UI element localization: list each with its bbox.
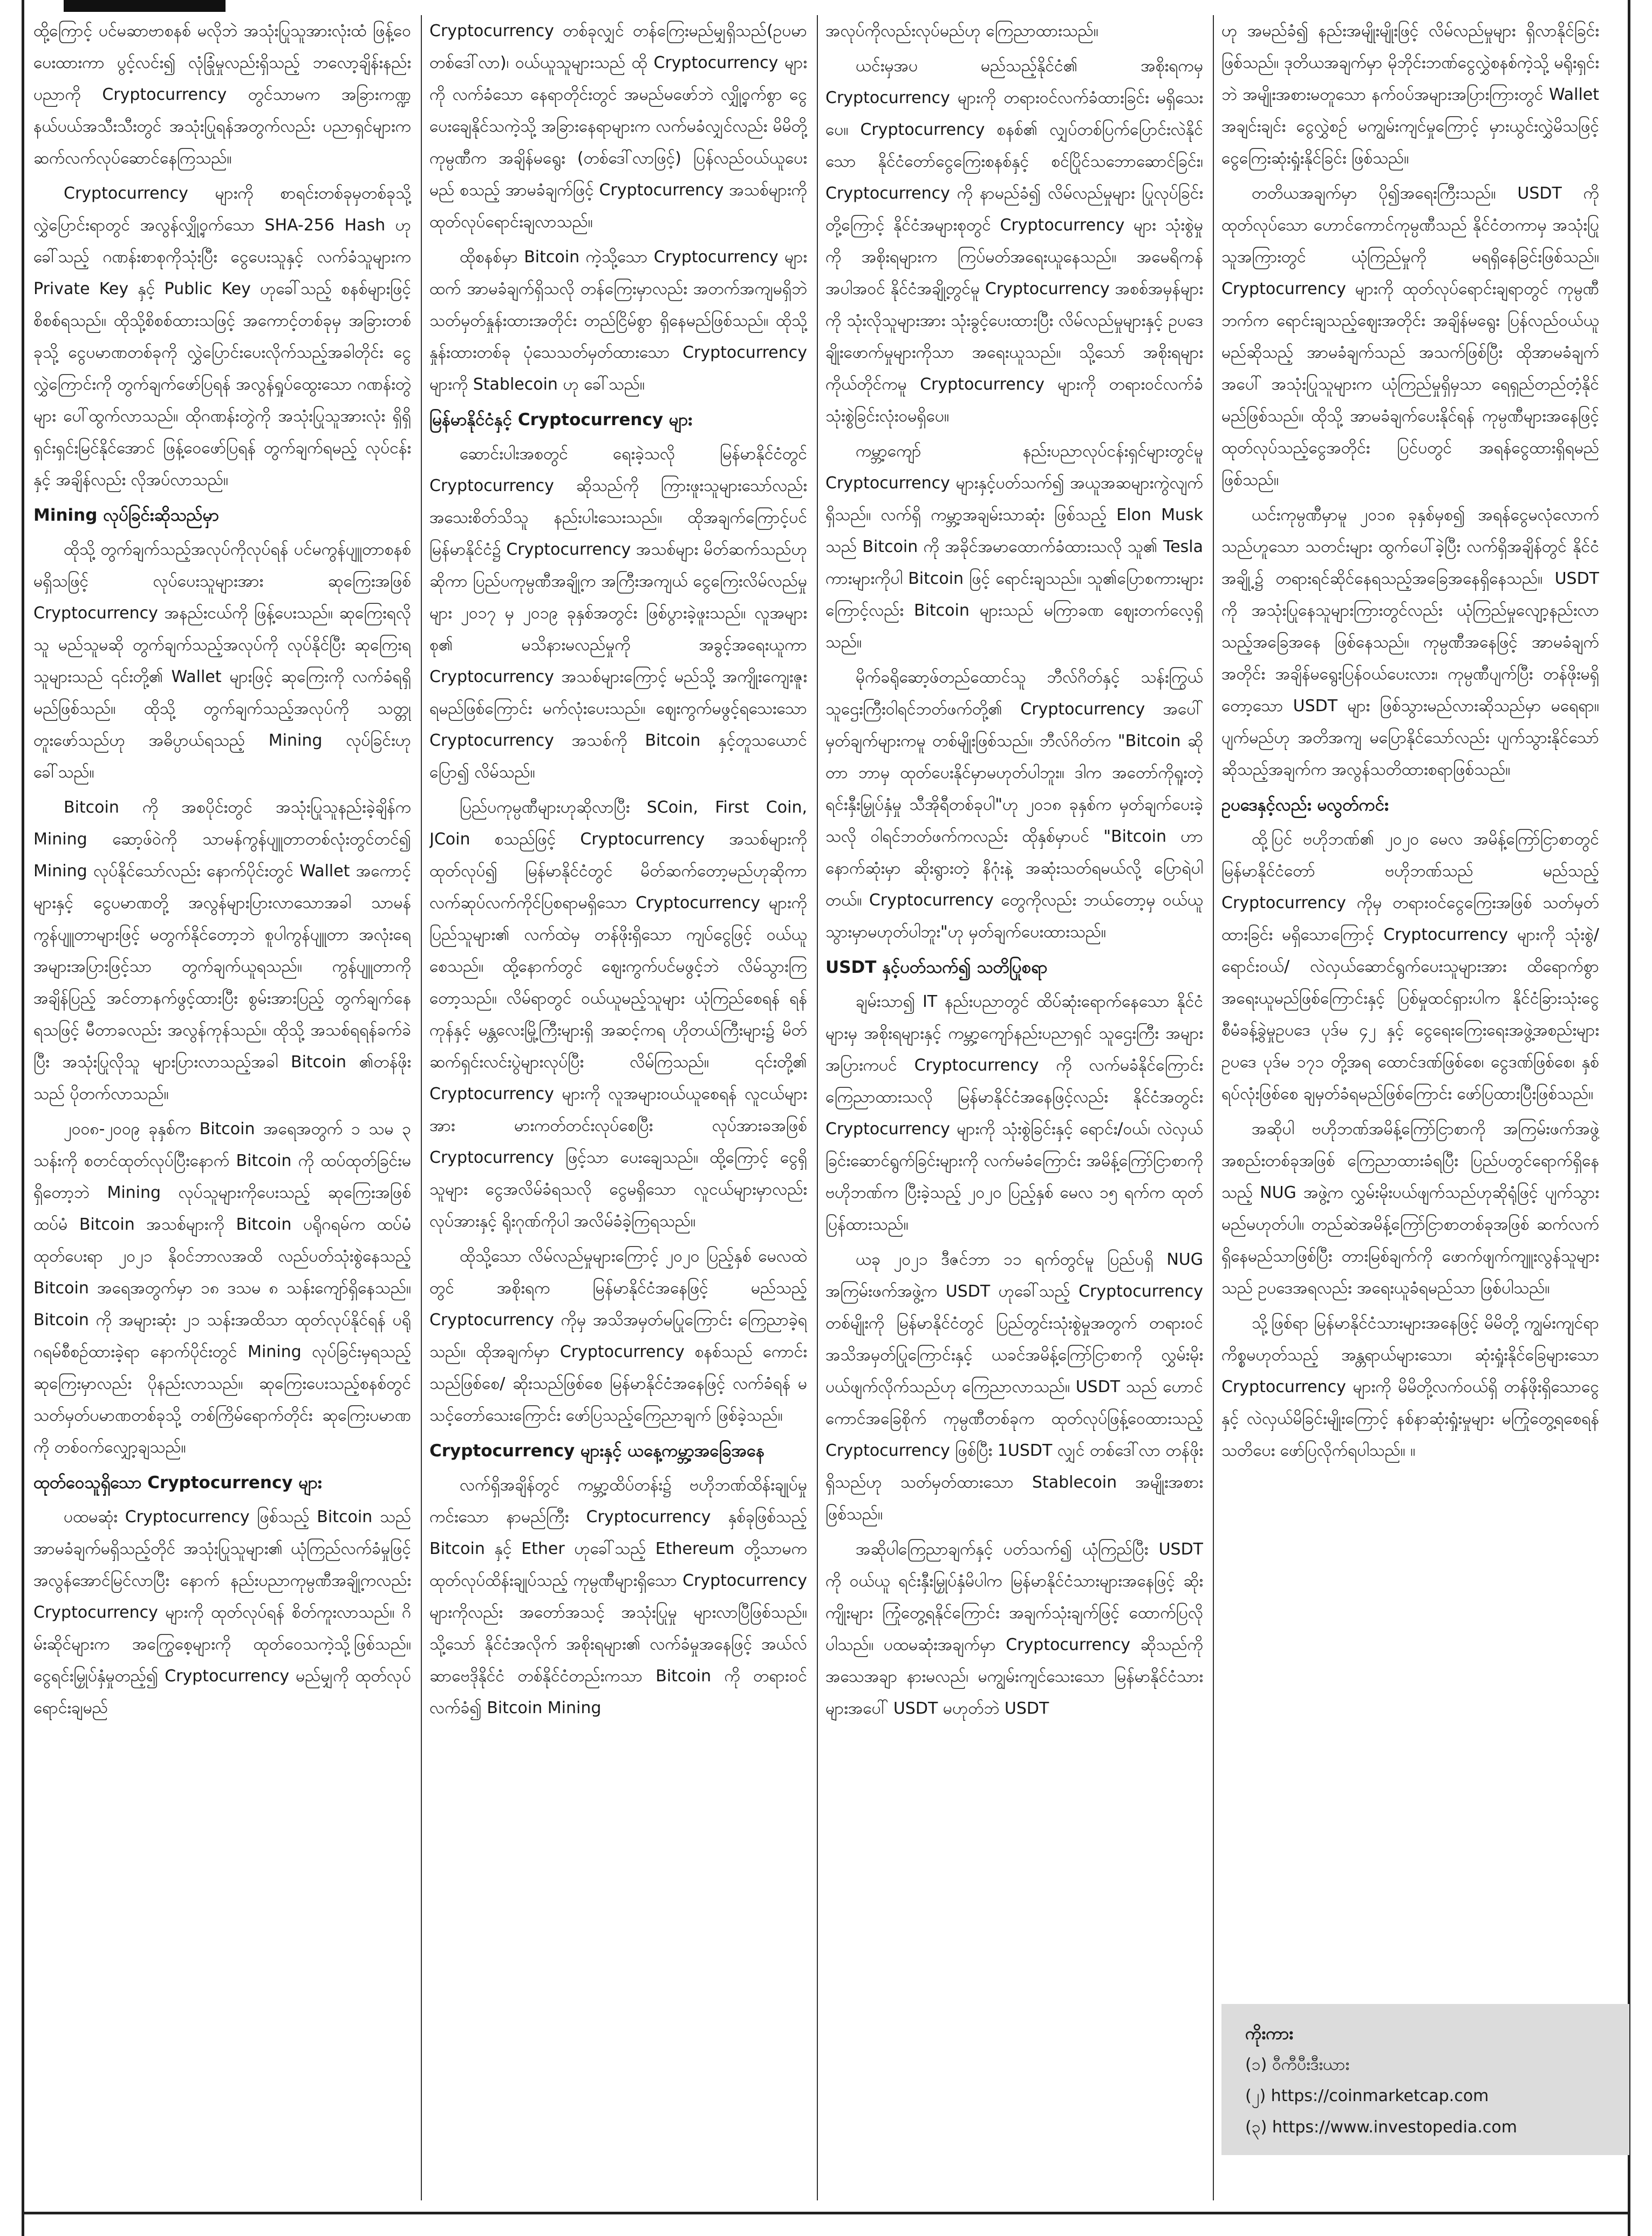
article-column-3 — [825, 15, 1203, 2195]
reference-item[interactable]: (၃) https://www.investopedia.com — [1245, 2118, 1517, 2137]
paragraph: တတိယအချက်မှာ ပို၍အရေးကြီးသည်။ USDT ကို ထုတ်လုပ်သော ဟောင်ကောင်ကုမ္ပဏီသည် နိုင်ငံတကာမှ အသုံးပြုသူအကြားတွင် ယုံကြည်မှုကို မရရှိနေခြင်းဖြစ်သည်။ Cryptocurrency များကို ထုတ်လုပ်ရောင်းချရာတွင် ကုမ္ပဏီဘက်က ရောင်းချသည့်ဈေးအတိုင်း အချိန်မရွေး ပြန်လည်ဝယ်ယူမည်ဆိုသည့် အာမခံချက်သည် အသက်ဖြစ်ပြီး ထိုအာမခံချက်အပေါ် အသုံးပြုသူများက ယုံကြည်မှုရှိမှသာ ရေရှည်တည်တံ့နိုင်မည်ဖြစ်သည်။ ထိုသို့ အာမခံချက်ပေးနိုင်ရန် ကုမ္ပဏီများအနေဖြင့် ထုတ်လုပ်သည့်ငွေအတိုင်း ပြင်ပတွင် အရန်ငွေထားရှိရမည်ဖြစ်သည်။ — [1221, 184, 1599, 489]
paragraph: လက်ရှိအချိန်တွင် ကမ္ဘာ့ထိပ်တန်း၌ ဗဟိုဘဏ်ထိန်းချုပ်မှုကင်းသော နာမည်ကြီး Cryptocurrency နှစ်ခုဖြစ်သည့် Bitcoin နှင့် Ether ဟုခေါ်သည့် Ethereum တို့သာမက ထုတ်လုပ်ထိန်းချုပ်သည့် ကုမ္ပဏီများရှိသော Cryptocurrency များကိုလည်း အတော်အသင့် အသုံးပြုမှု များလာပြီဖြစ်သည်။ သို့သော် နိုင်ငံအလိုက် အစိုးရများ၏ လက်ခံမှုအနေဖြင့် အယ်လ်ဆာဗေဒိုနိုင်ငံ တစ်နိုင်ငံတည်းကသာ Bitcoin ကို တရားဝင်လက်ခံ၍ Bitcoin Mining — [429, 1476, 807, 1717]
paragraph: ပြည်ပကုမ္ပဏီများဟုဆိုလာပြီး SCoin, First Coin, JCoin စသည်ဖြင့် Cryptocurrency အသစ်များကို ထုတ်လုပ်၍ မြန်မာနိုင်ငံတွင် မိတ်ဆက်တော့မည်ဟုဆိုကာ လက်ဆုပ်လက်ကိုင်ပြစရာမရှိသော Cryptocurrency များကို ပြည်သူများ၏ လက်ထဲမှ တန်ဖိုးရှိသော ကျပ်ငွေဖြင့် ဝယ်ယူစေသည်။ ထို့နောက်တွင် ဈေးကွက်ပင်မဖွင့်ဘဲ လိမ်သွားကြတော့သည်။ လိမ်ရာတွင် ဝယ်ယူမည့်သူများ ယုံကြည်စေရန် ရန်ကုန်နှင့် မန္တလေးမြို့ကြီးများရှိ အဆင့်ကရ ဟိုတယ်ကြီးများ၌ မိတ်ဆက်ရှင်းလင်းပွဲများလုပ်ပြီး လိမ်ကြသည်။ ၎င်းတို့၏ Cryptocurrency များကို လူအများဝယ်ယူစေရန် လူငယ်များအား မားကတ်တင်းလုပ်စေပြီး လုပ်အားခအဖြစ် Cryptocurrency ဖြင့်သာ ပေးချေသည်။ ထို့ကြောင့် ငွေရှိသူများ ငွေအလိမ်ခံရသလို ငွေမရှိသော လူငယ်များမှာလည်း လုပ်အားနှင့် ရိုးဂုဏ်ကိုပါ အလိမ်ခံခဲ့ကြရသည်။ — [429, 798, 807, 1231]
paragraph: Cryptocurrency တစ်ခုလျှင် တန်ကြေးမည်မျှရှိသည်(ဥပမာ တစ်ဒေါ်လာ)၊ ဝယ်ယူသူများသည် ထို Cryptocurrency များကို လက်ခံသော နေရာတိုင်းတွင် အမည်မဖော်ဘဲ လျှို့ဝှက်စွာ ငွေပေးချေနိုင်သကဲ့သို့ အခြားနေရာများက လက်မခံလျှင်လည်း မိမိတို့ကုမ္ပဏီက အချိန်မရွေး (တစ်ဒေါ်လာဖြင့်) ပြန်လည်ဝယ်ယူပေးမည် စသည့် အာမခံချက်ဖြင့် Cryptocurrency အသစ်များကို ထုတ်လုပ်ရောင်းချလာသည်။ — [429, 22, 807, 231]
paragraph: Bitcoin ကို အစပိုင်းတွင် အသုံးပြုသူနည်းခဲ့ချိန်က Mining ဆော့ဖ်ဝဲကို သာမန်ကွန်ပျူတာတစ်လုံးတွင်တင်၍ Mining လုပ်နိုင်သော်လည်း နောက်ပိုင်းတွင် Wallet အကောင့်များနှင့် ငွေပမာဏတို့ အလွန်များပြားလာသောအခါ သာမန်ကွန်ပျူတာများဖြင့် မတွက်နိုင်တော့ဘဲ စူပါကွန်ပျူတာ အလုံးရေ အများအပြားဖြင့်သာ တွက်ချက်ယူရသည်။ ကွန်ပျူတာကို အချိန်ပြည့် အင်တာနက်ဖွင့်ထားပြီး စွမ်းအားပြည့် တွက်ချက်နေရသဖြင့် မီတာခလည်း အလွန်ကုန်သည်။ ထိုသို့ အသစ်ရရန်ခက်ခဲပြီး အသုံးပြုလိုသူ များပြားလာသည့်အခါ Bitcoin ၏တန်ဖိုးသည် ပိုတက်လာသည်။ — [33, 798, 411, 1103]
paragraph: ချမ်းသာ၍ IT နည်းပညာတွင် ထိပ်ဆုံးရောက်နေသော နိုင်ငံများမှ အစိုးရများနှင့် ကမ္ဘာ့ကျော်နည်းပညာရှင် သူဌေးကြီး အများအပြားကပင် Cryptocurrency ကို လက်မခံနိုင်ကြောင်း ကြေညာထားသလို မြန်မာနိုင်ငံအနေဖြင့်လည်း နိုင်ငံအတွင်း Cryptocurrency များကို သုံးစွဲခြင်းနှင့် ရောင်း/ဝယ်၊ လဲလှယ်ခြင်းဆောင်ရွက်ခြင်းများကို လက်မခံကြောင်း အမိန့်ကြော်ငြာစာကို ဗဟိုဘဏ်က ပြီးခဲ့သည့် ၂၀၂၀ ပြည့်နှစ် မေလ ၁၅ ရက်က ထုတ်ပြန်ထားသည်။ — [825, 992, 1203, 1234]
section-heading: Mining လုပ်ခြင်းဆိုသည်မှာ — [33, 506, 220, 525]
page-frame-bottom — [22, 2212, 1630, 2214]
references-box — [1221, 2004, 1629, 2155]
paragraph: ယခု ၂၀၂၁ ဒီဇင်ဘာ ၁၁ ရက်တွင်မူ ပြည်ပရှိ NUG အကြမ်းဖက်အဖွဲ့က USDT ဟုခေါ်သည့် Cryptocurrency တစ်မျိုးကို မြန်မာနိုင်ငံတွင် ပြည်တွင်းသုံးစွဲမှုအတွက် တရားဝင် အသိအမှတ်ပြုကြောင်းနှင့် ယခင်အမိန့်ကြော်ငြာစာကို လွှမ်းမိုးပယ်ဖျက်လိုက်သည်ဟု ကြေညာလာသည်။ USDT သည် ဟောင်ကောင်အခြေစိုက် ကုမ္ပဏီတစ်ခုက ထုတ်လုပ်ဖြန့်ဝေထားသည့် Cryptocurrency ဖြစ်ပြီး 1USDT လျှင် တစ်ဒေါ်လာ တန်ဖိုးရှိသည်ဟု သတ်မှတ်ထားသော Stablecoin အမျိုးအစားဖြစ်သည်။ — [825, 1250, 1203, 1524]
section-heading: Cryptocurrency များနှင့် ယနေ့ကမ္ဘာ့အခြေအနေ — [429, 1441, 764, 1461]
article-column-2 — [429, 15, 807, 2195]
top-rule — [64, 0, 226, 12]
column-divider — [817, 15, 818, 2200]
paragraph: ထို့ကြောင့် ပင်မဆာဗာစနစ် မလိုဘဲ အသုံးပြုသူအားလုံးထံ ဖြန့်ဝေပေးထားကာ ပွင့်လင်း၍ လုံခြုံမှုလည်းရှိသည့် ဘလော့ချိန်းနည်းပညာကို Cryptocurrency တွင်သာမက အခြားကဏ္ဍနယ်ပယ်အသီးသီးတွင် အသုံးပြုရန်အတွက်လည်း ပညာရှင်များက ဆက်လက်လုပ်ဆောင်နေကြသည်။ — [33, 22, 411, 168]
article-column-1 — [33, 15, 411, 2195]
paragraph: ထိုစနစ်မှာ Bitcoin ကဲ့သို့သော Cryptocurrency များထက် အာမခံချက်ရှိသလို တန်ကြေးမှာလည်း အတက်အကျမရှိဘဲ သတ်မှတ်နှုန်းထားအတိုင်း တည်ငြိမ်စွာ ရှိနေမည်ဖြစ်သည်။ ထိုသို့ နှုန်းထားတစ်ခု ပုံသေသတ်မှတ်ထားသော Cryptocurrency များကို Stablecoin ဟု ခေါ်သည်။ — [429, 248, 807, 394]
paragraph: ထို့ပြင် ဗဟိုဘဏ်၏ ၂၀၂၀ မေလ အမိန့်ကြော်ငြာစာတွင် မြန်မာနိုင်ငံတော် ဗဟိုဘဏ်သည် မည်သည့် Cryptocurrency ကိုမှ တရားဝင်ငွေကြေးအဖြစ် သတ်မှတ်ထားခြင်း မရှိသောကြောင့် Cryptocurrency များကို သုံးစွဲ/ ရောင်းဝယ်/ လဲလှယ်ဆောင်ရွက်ပေးသူများအား ထိရောက်စွာ အရေးယူမည်ဖြစ်ကြောင်းနှင့် ပြစ်မှုထင်ရှားပါက နိုင်ငံခြားသုံးငွေစီမံခန့်ခွဲမှုဥပဒေ ပုဒ်မ ၄၂ နှင့် ငွေရေးကြေးရေးအဖွဲ့အစည်းများဥပဒေ ပုဒ်မ ၁၇၁ တို့အရ ထောင်ဒဏ်ဖြစ်စေ၊ ငွေဒဏ်ဖြစ်စေ၊ နှစ်ရပ်လုံးဖြစ်စေ ချမှတ်ခံရမည်ဖြစ်ကြောင်း ဖော်ပြထားပြီးဖြစ်သည်။ — [1221, 830, 1599, 1103]
paragraph: ဟု အမည်ခံ၍ နည်းအမျိုးမျိုးဖြင့် လိမ်လည်မှုများ ရှိလာနိုင်ခြင်းဖြစ်သည်။ ဒုတိယအချက်မှာ မိုဘိုင်းဘဏ်ငွေလွှဲစနစ်ကဲ့သို့ မရိုးရှင်းဘဲ အမျိုးအစားမတူသော နက်ဝပ်အများအပြားကြားတွင် Wallet အချင်းချင်း ငွေလွှဲစဉ် မကျွမ်းကျင်မှုကြောင့် မှားယွင်းလွှဲမိသဖြင့် ငွေကြေးဆုံးရှုံးနိုင်ခြင်း ဖြစ်သည်။ — [1221, 22, 1599, 168]
page-frame-right — [1628, 0, 1630, 2236]
references-title: ကိုးကား — [1245, 2024, 1294, 2043]
reference-item: (၁) ဝီကီပီးဒီးယား — [1245, 2055, 1350, 2074]
section-heading: ဥပဒေနှင့်လည်း မလွတ်ကင်း — [1221, 795, 1389, 815]
section-heading: USDT နှင့်ပတ်သက်၍ သတိပြုစရာ — [825, 958, 1048, 977]
section-heading: ထုတ်ဝေသူရှိသော Cryptocurrency များ — [33, 1473, 322, 1492]
column-divider — [421, 15, 422, 2200]
paragraph: ကမ္ဘာ့ကျော် နည်းပညာလုပ်ငန်းရှင်များတွင်မူ Cryptocurrency များနှင့်ပတ်သက်၍ အယူအဆများကွဲလျက်ရှိသည်။ လက်ရှိ ကမ္ဘာ့အချမ်းသာဆုံး ဖြစ်သည့် Elon Musk သည် Bitcoin ကို အခိုင်အမာထောက်ခံထားသလို သူ၏ Tesla ကားများကိုပါ Bitcoin ဖြင့် ရောင်းချသည်။ သူ၏ပြောစကားများကြောင့်လည်း Bitcoin များသည် မကြာခဏ ဈေးတက်လေ့ရှိသည်။ — [825, 442, 1203, 652]
paragraph: အဆိုပါ ဗဟိုဘဏ်အမိန့်ကြော်ငြာစာကို အကြမ်းဖက်အဖွဲ့အစည်းတစ်ခုအဖြစ် ကြေညာထားခံရပြီး ပြည်ပတွင်ရောက်ရှိနေသည့် NUG အဖွဲ့က လွှမ်းမိုးပယ်ဖျက်သည်ဟုဆိုရုံဖြင့် ပျက်သွားမည်မဟုတ်ပါ။ တည်ဆဲအမိန့်ကြော်ငြာစာတစ်ခုအဖြစ် ဆက်လက်ရှိနေမည်သာဖြစ်ပြီး တားမြစ်ချက်ကို ဖောက်ဖျက်ကျူးလွန်သူများသည် ဥပဒေအရလည်း အရေးယူခံရမည်သာ ဖြစ်ပါသည်။ — [1221, 1120, 1599, 1298]
paragraph: မိုက်ခရိုဆော့ဖ်တည်ထောင်သူ ဘီလ်ဂိတ်နှင့် သန်းကြွယ်သူဌေးကြီးဝါရင်ဘတ်ဖက်တို့၏ Cryptocurrency အပေါ် မှတ်ချက်များကမူ တစ်မျိုးဖြစ်သည်။ ဘီလ်ဂိတ်က "Bitcoin ဆိုတာ ဘာမှ ထုတ်ပေးနိုင်မှာမဟုတ်ပါဘူး။ ဒါက အတော်ကိုရူးတဲ့ ရင်းနှီးမြှုပ်နှံမှု သီအိုရီတစ်ခုပါ"ဟု ၂၀၁၈ ခုနှစ်က မှတ်ချက်ပေးခဲ့သလို ဝါရင်ဘတ်ဖက်ကလည်း ထိုနှစ်မှာပင် "Bitcoin ဟာ နောက်ဆုံးမှာ ဆိုးရွားတဲ့ နိဂုံးနဲ့ အဆုံးသတ်ရမယ်လို့ ပြောရဲပါတယ်။ Cryptocurrency တွေကိုလည်း ဘယ်တော့မှ ဝယ်ယူသွားမှာမဟုတ်ပါဘူး"ဟု မှတ်ချက်ပေးထားသည်။ — [825, 668, 1203, 942]
paragraph: အလုပ်ကိုလည်းလုပ်မည်ဟု ကြေညာထားသည်။ — [825, 22, 1098, 40]
paragraph: Cryptocurrency များကို စာရင်းတစ်ခုမှတစ်ခုသို့ လွှဲပြောင်းရာတွင် အလွန်လျှို့ဝှက်သော SHA-256 Hash ဟုခေါ်သည့် ဂဏန်းစာစုကိုသုံးပြီး ငွေပေးသူနှင့် လက်ခံသူများက Private Key နှင့် Public Key ဟုခေါ်သည့် စနစ်များဖြင့် စိစစ်ရသည်။ ထိုသို့စိစစ်ထားသဖြင့် အကောင့်တစ်ခုမှ အခြားတစ်ခုသို့ ငွေပမာဏတစ်ခုကို လွှဲပြောင်းပေးလိုက်သည့်အခါတိုင်း ငွေလွှဲကြောင်းကို တွက်ချက်ဖော်ပြရန် အလွန်ရှုပ်ထွေးသော ဂဏန်းတွဲများ ပေါ်ထွက်လာသည်။ ထိုဂဏန်းတွဲကို အသုံးပြုသူအားလုံး ရှိရှိရှင်းရှင်းမြင်နိုင်အောင် ဖြန့်ဝေဖော်ပြရန် တွက်ချက်ရမည့် လုပ်ငန်းနှင့် အချိန်လည်း လိုအပ်လာသည်။ — [33, 184, 411, 489]
paragraph: ပထမဆုံး Cryptocurrency ဖြစ်သည့် Bitcoin သည် အာမခံချက်မရှိသည့်တိုင် အသုံးပြုသူများ၏ ယုံကြည်လက်ခံမှုဖြင့် အလွန်အောင်မြင်လာပြီး နောက် နည်းပညာကုမ္ပဏီအချို့ကလည်း Cryptocurrency များကို ထုတ်လုပ်ရန် စိတ်ကူးလာသည်။ ဂိမ်းဆိုင်များက အကြွေစေ့များကို ထုတ်ဝေသကဲ့သို့ဖြစ်သည်။ ငွေရင်းမြှုပ်နှံမှုတည့်၍ Cryptocurrency မည်မျှကို ထုတ်လုပ်ရောင်းချမည် — [33, 1508, 411, 1717]
column-divider — [1213, 15, 1214, 2200]
paragraph: ၂၀၀၈-၂၀၀၉ ခုနှစ်က Bitcoin အရေအတွက် ၁ သမ ၃ သန်းကို စတင်ထုတ်လုပ်ပြီးနောက် Bitcoin ကို ထပ်ထုတ်ခြင်းမရှိတော့ဘဲ Mining လုပ်သူများကိုပေးသည့် ဆုကြေးအဖြစ် ထပ်မံ Bitcoin အသစ်များကို Bitcoin ပရိုဂရမ်က ထပ်မံထုတ်ပေးရာ ၂၀၂၁ နိုဝင်ဘာလအထိ လည်ပတ်သုံးစွဲနေသည့် Bitcoin အရေအတွက်မှာ ၁၈ ဒသမ ၈ သန်းကျော်ရှိနေသည်။ Bitcoin ကို အများဆုံး ၂၁ သန်းအထိသာ ထုတ်လုပ်နိုင်ရန် ပရိုဂရမ်စီစဉ်ထားခဲ့ရာ နောက်ပိုင်းတွင် Mining လုပ်ခြင်းမှရသည့် ဆုကြေးမှာလည်း ပိုနည်းလာသည်။ ဆုကြေးပေးသည့်စနစ်တွင် သတ်မှတ်ပမာဏတစ်ခုသို့ တစ်ကြိမ်ရောက်တိုင်း ဆုကြေးပမာဏကို တစ်ဝက်လျှော့ချသည်။ — [33, 1120, 411, 1457]
paragraph: ထိုသို့ တွက်ချက်သည့်အလုပ်ကိုလုပ်ရန် ပင်မကွန်ပျူတာစနစ်မရှိသဖြင့် လုပ်ပေးသူများအား ဆုကြေးအဖြစ် Cryptocurrency အနည်းငယ်ကို ဖြန့်ပေးသည်။ ဆုကြေးရလိုသူ မည်သူမဆို တွက်ချက်သည့်အလုပ်ကို လုပ်နိုင်ပြီး ဆုကြေးရသူများသည် ၎င်းတို့၏ Wallet များဖြင့် ဆုကြေးကို လက်ခံရရှိမည်ဖြစ်သည်။ ထိုသို့ တွက်ချက်သည့်အလုပ်ကို သတ္တုတူးဖော်သည်ဟု အဓိပ္ပာယ်ရသည့် Mining လုပ်ခြင်းဟု ခေါ်သည်။ — [33, 540, 411, 782]
paragraph: ထိုသို့သော လိမ်လည်မှုများကြောင့် ၂၀၂၀ ပြည့်နှစ် မေလထဲတွင် အစိုးရက မြန်မာနိုင်ငံအနေဖြင့် မည်သည့် Cryptocurrency ကိုမှ အသိအမှတ်မပြုကြောင်း ကြေညာခဲ့ရသည်။ ထိုအချက်မှာ Cryptocurrency စနစ်သည် ကောင်းသည်ဖြစ်စေ/ ဆိုးသည်ဖြစ်စေ မြန်မာနိုင်ငံအနေဖြင့် လက်ခံရန် မသင့်တော်သေးကြောင်း ဖော်ပြသည့်ကြေညာချက် ဖြစ်ခဲ့သည်။ — [429, 1247, 807, 1425]
paragraph: ယင်းမှအပ မည်သည့်နိုင်ငံ၏ အစိုးရကမှ Cryptocurrency များကို တရားဝင်လက်ခံထားခြင်း မရှိသေးပေ။ Cryptocurrency စနစ်၏ လျှပ်တစ်ပြက်ပြောင်းလဲနိုင်သော နိုင်ငံတော်ငွေကြေးစနစ်နှင့် စင်ပြိုင်သဘောဆောင်ခြင်း၊ Cryptocurrency ကို နာမည်ခံ၍ လိမ်လည်မှုများ ပြုလုပ်ခြင်းတို့ကြောင့် နိုင်ငံအများစုတွင် Cryptocurrency များ သုံးစွဲမှုကို အစိုးရများက ကြပ်မတ်အရေးယူနေသည်။ အမေရိကန်အပါအဝင် နိုင်ငံအချို့တွင်မူ Cryptocurrency အစစ်အမှန်များကို သုံးလိုသူများအား သုံးခွင့်ပေးထားပြီး လိမ်လည်မှုများနှင့် ဥပဒေချိုးဖောက်မှုများကိုသာ အရေးယူသည်။ သို့သော် အစိုးရများကိုယ်တိုင်ကမူ Cryptocurrency များကို တရားဝင်လက်ခံသုံးစွဲခြင်းလုံးဝမရှိပေ။ — [825, 57, 1203, 426]
article-column-4 — [1221, 15, 1599, 2195]
page-frame-left — [22, 0, 24, 2236]
section-heading: မြန်မာနိုင်ငံနှင့် Cryptocurrency များ — [429, 410, 693, 430]
reference-item[interactable]: (၂) https://coinmarketcap.com — [1245, 2087, 1489, 2105]
paragraph: ယင်းကုမ္ပဏီမှာမူ ၂၀၁၈ ခုနှစ်မှစ၍ အရန်ငွေမလုံလောက်သည်ဟူသော သတင်းများ ထွက်ပေါ်ခဲ့ပြီး လက်ရှိအချိန်တွင် နိုင်ငံအချို့၌ တရားရင်ဆိုင်နေရသည့်အခြေအနေရှိနေသည်။ USDT ကို အသုံးပြုနေသူများကြားတွင်လည်း ယုံကြည်မှုလျော့နည်းလာသည့်အခြေအနေ ဖြစ်နေသည်။ ကုမ္ပဏီအနေဖြင့် အာမခံချက်အတိုင်း အချိန်မရွေးပြန်ဝယ်ပေးလား၊ ကုမ္ပဏီပျက်ပြီး တန်ဖိုးမရှိတော့သော USDT များ ဖြစ်သွားမည်လားဆိုသည်မှာ မရေရာ။ ပျက်မည်ဟု အတိအကျ မပြောနိုင်သော်လည်း ပျက်သွားနိုင်သော်ဆိုသည့်အချက်က အလွန်သတိထားစရာဖြစ်သည်။ — [1221, 506, 1599, 779]
paragraph: သို့ဖြစ်ရာ မြန်မာနိုင်ငံသားများအနေဖြင့် မိမိတို့ ကျွမ်းကျင်ရာကိစ္စမဟုတ်သည့် အန္တရာယ်များသော၊ ဆုံးရှုံးနိုင်ခြေများသော Cryptocurrency များကို မိမိတို့လက်ဝယ်ရှိ တန်ဖိုးရှိသောငွေနှင့် လဲလှယ်မိခြင်းမျိုးကြောင့် နစ်နာဆုံးရှုံးမှုများ မကြုံတွေ့ရစေရန် သတိပေး ဖော်ပြလိုက်ရပါသည်။ ။ — [1221, 1314, 1599, 1460]
paragraph: အဆိုပါကြေညာချက်နှင့် ပတ်သက်၍ ယုံကြည်ပြီး USDT ကို ဝယ်ယူ ရင်းနှီးမြှုပ်နှံမိပါက မြန်မာနိုင်ငံသားများအနေဖြင့် ဆိုးကျိုးများ ကြုံတွေ့ရနိုင်ကြောင်း အချက်သုံးချက်ဖြင့် ထောက်ပြလိုပါသည်။ ပထမဆုံးအချက်မှာ Cryptocurrency ဆိုသည်ကို အသေအချာ နားမလည်၊ မကျွမ်းကျင်သေးသော မြန်မာနိုင်ငံသားများအပေါ် USDT မဟုတ်ဘဲ USDT — [825, 1540, 1203, 1718]
paragraph: ဆောင်းပါးအစတွင် ရေးခဲ့သလို မြန်မာနိုင်ငံတွင် Cryptocurrency ဆိုသည်ကို ကြားဖူးသူများသော်လည်း အသေးစိတ်သိသူ နည်းပါးသေးသည်။ ထိုအချက်ကြောင့်ပင် မြန်မာနိုင်ငံ၌ Cryptocurrency အသစ်များ မိတ်ဆက်သည်ဟုဆိုကာ ပြည်ပကုမ္ပဏီအချို့က အကြီးအကျယ် ငွေကြေးလိမ်လည်မှုများ ၂၀၁၇ မှ ၂၀၁၉ ခုနှစ်အတွင်း ဖြစ်ပွားခဲ့ဖူးသည်။ လူအများစု၏ မသိနားမလည်မှုကို အခွင့်အရေးယူကာ Cryptocurrency အသစ်များကြောင့် မည်သို့ အကျိုးကျေးဇူးရမည်ဖြစ်ကြောင်း မက်လုံးပေးသည်။ ဈေးကွက်မဖွင့်ရသေးသော Cryptocurrency အသစ်ကို Bitcoin နှင့်တူသယောင်ပြော၍ လိမ်သည်။ — [429, 445, 807, 782]
